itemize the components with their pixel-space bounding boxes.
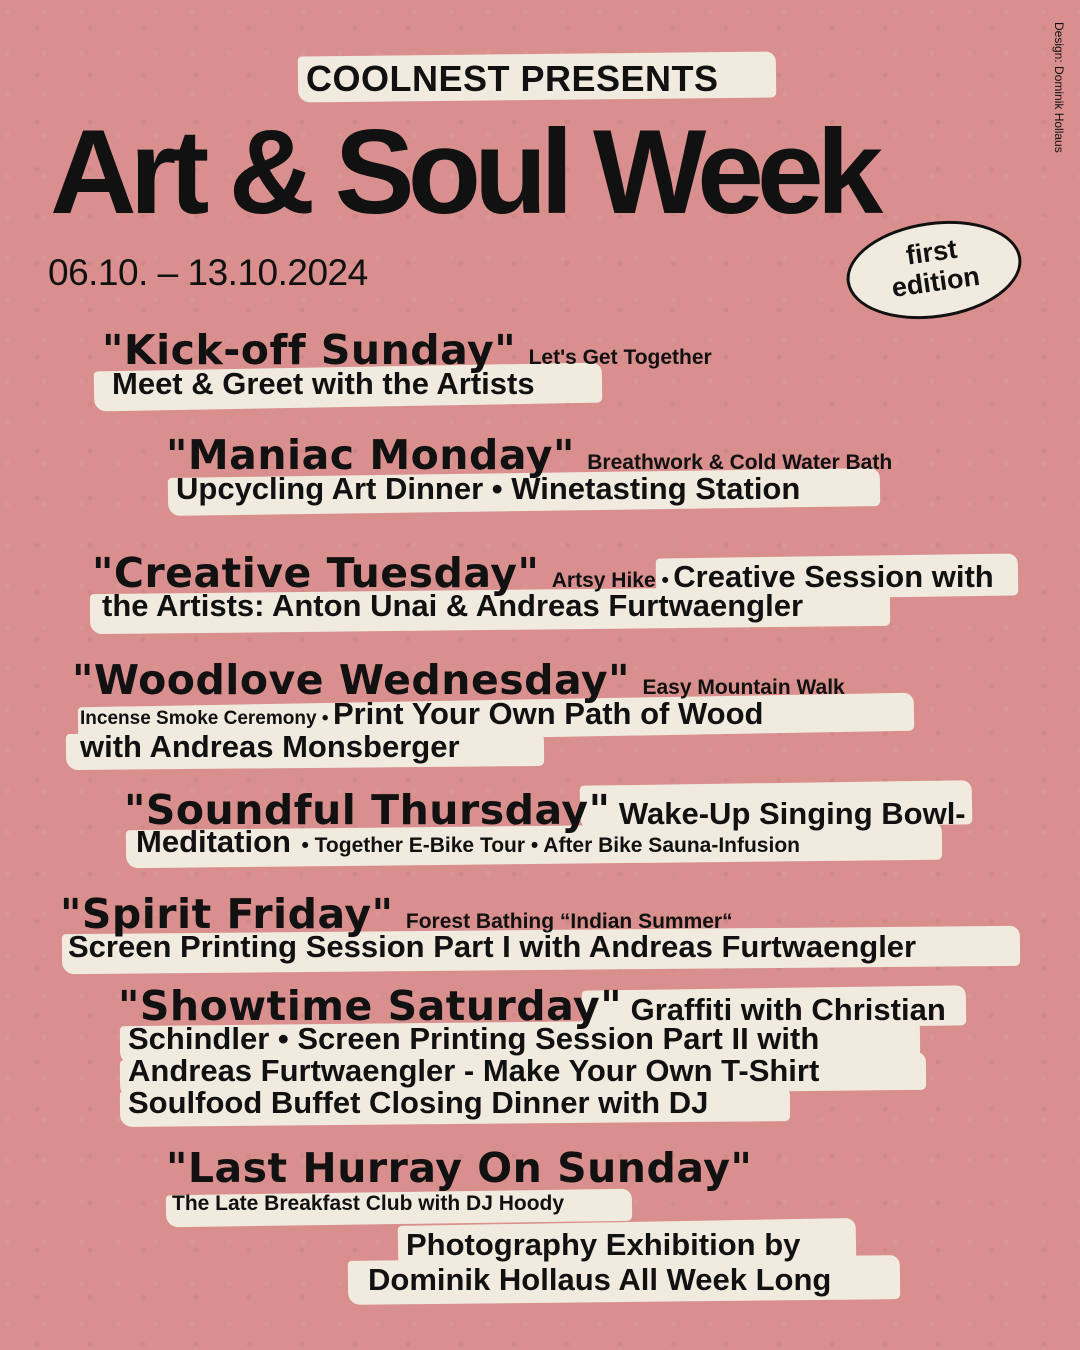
activity: Easy Mountain Walk [642, 676, 845, 699]
first-edition-badge: first edition [840, 210, 1028, 330]
activity: The Late Breakfast Club with DJ Hoody [172, 1192, 565, 1215]
exhibition-line-2: Dominik Hollaus All Week Long [368, 1262, 832, 1297]
activity: Graffiti with Christian [630, 992, 946, 1027]
day-heading: "Maniac Monday" [166, 431, 575, 479]
event-dates: 06.10. – 13.10.2024 [48, 252, 368, 293]
activity: Andreas Furtwaengler - Make Your Own T-Shirt [128, 1053, 820, 1088]
day-heading: "Kick-off Sunday" [102, 326, 517, 374]
day-heading: "Showtime Saturday" [118, 982, 623, 1030]
activity: Artsy Hike • [551, 569, 669, 592]
day-heading: "Woodlove Wednesday" [72, 656, 630, 704]
activity: Soulfood Buffet Closing Dinner with DJ [128, 1085, 709, 1120]
design-credit: Design: Dominik Hollaus [1052, 22, 1066, 153]
activity: Meditation [136, 824, 291, 859]
activity: Upcycling Art Dinner • Winetasting Station [176, 471, 801, 506]
activity: Wake-Up Singing Bowl- [618, 796, 966, 831]
event-title: Art & Soul Week [50, 105, 877, 239]
activity-row [80, 696, 763, 732]
activity: with Andreas Monsberger [80, 729, 460, 764]
activity: Screen Printing Session Part I with Andreas Furtwaengler [68, 929, 917, 964]
day-heading: "Last Hurray On Sunday" [166, 1144, 753, 1192]
day-heading: "Spirit Friday" [60, 890, 394, 938]
activity: • Together E-Bike Tour • After Bike Sauna-Infusion [301, 834, 800, 857]
activity: Print Your Own Path of Wood [332, 696, 764, 731]
activity: Meet & Greet with the Artists [112, 366, 535, 401]
day-heading: "Creative Tuesday" [92, 549, 540, 597]
activity: Let's Get Together [528, 346, 712, 369]
activity-row [136, 824, 800, 860]
activity: Creative Session with [673, 559, 994, 594]
activity: Breathwork & Cold Water Bath [587, 451, 893, 474]
activity: Incense Smoke Ceremony • [80, 708, 329, 729]
activity: Schindler • Screen Printing Session Part II with [128, 1021, 820, 1056]
day-heading: "Soundful Thursday" [124, 786, 611, 834]
exhibition-line-1: Photography Exhibition by [406, 1227, 801, 1262]
presenter-line: COOLNEST PRESENTS [306, 58, 719, 99]
activity: the Artists: Anton Unai & Andreas Furtwaengler [102, 588, 804, 623]
activity: Forest Bathing “Indian Summer“ [405, 910, 733, 933]
